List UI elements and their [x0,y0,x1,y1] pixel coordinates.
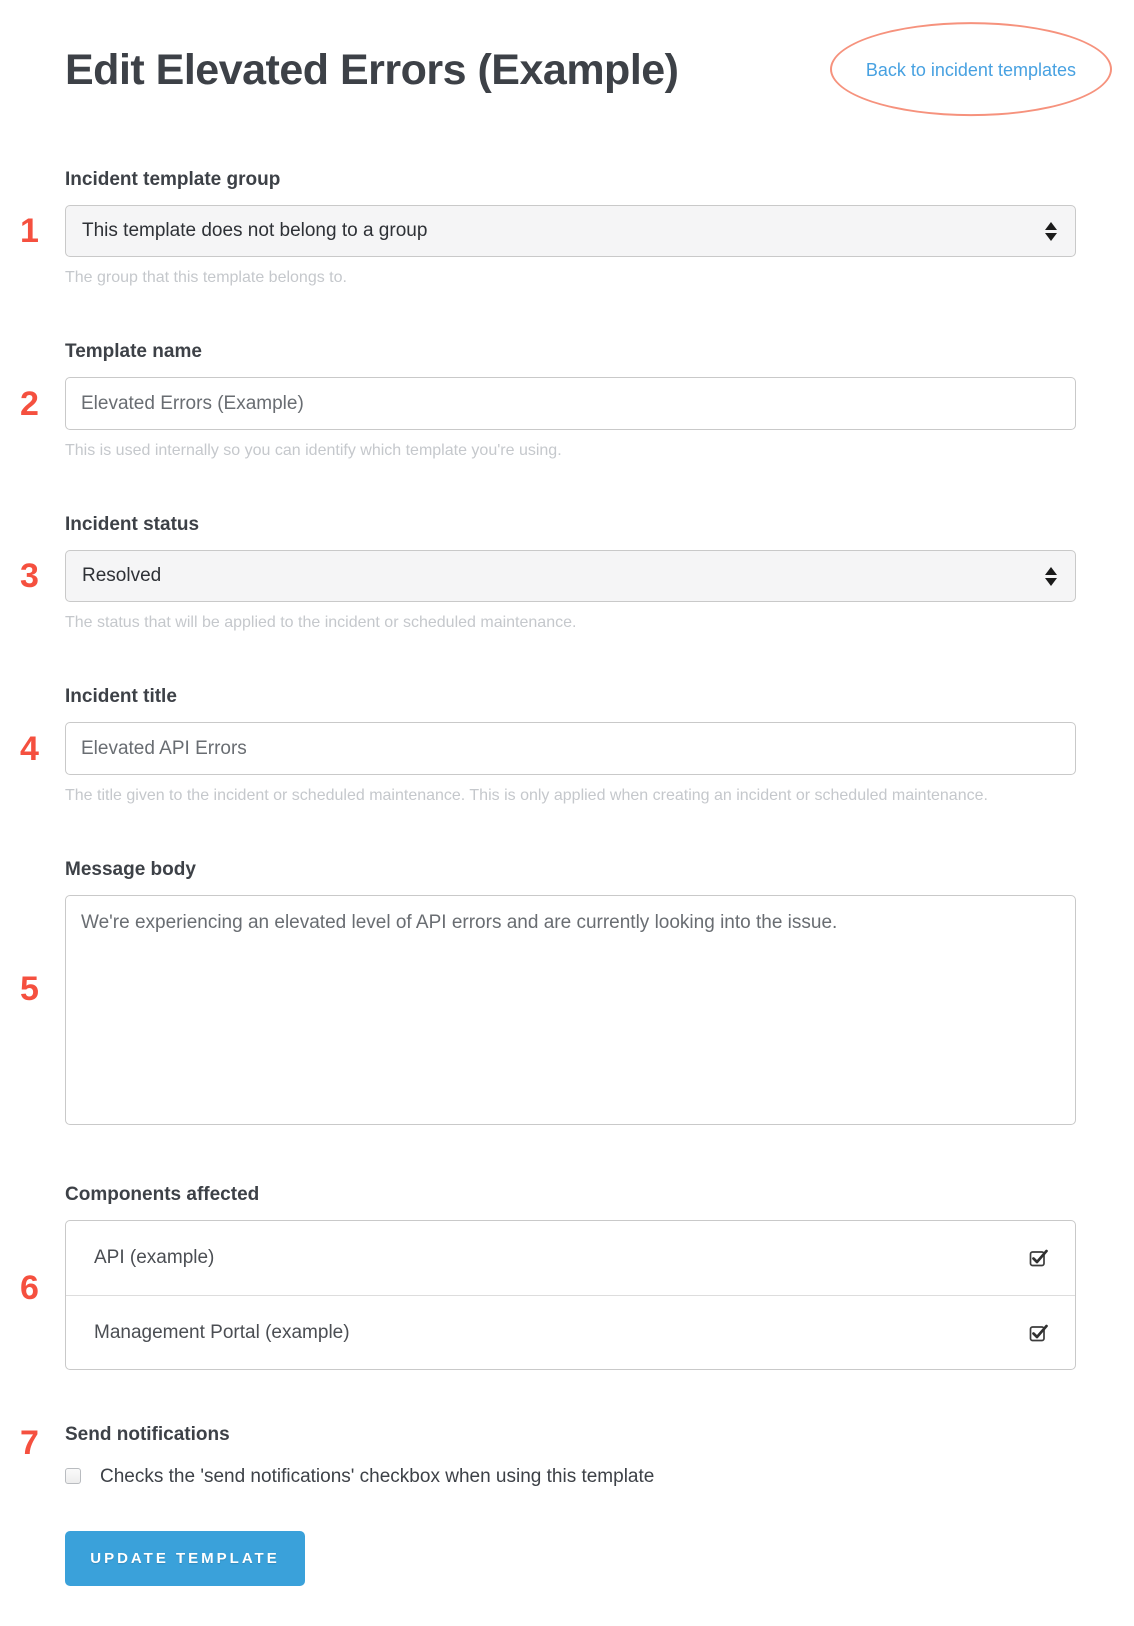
message-body-textarea[interactable] [65,895,1076,1125]
incident-title-label: Incident title [65,686,177,707]
component-row-api[interactable] [66,1221,1075,1295]
annotation-number-3: 3 [20,557,39,595]
annotation-number-7: 7 [20,1424,39,1462]
field-group-message-body [20,859,1076,1130]
template-name-input[interactable] [65,377,1076,430]
component-name: API (example) [94,1247,215,1268]
components-list [65,1220,1076,1370]
checked-checkbox-icon[interactable] [1029,1323,1049,1343]
message-body-label: Message body [65,859,196,880]
incident-status-select[interactable] [65,550,1076,602]
send-notifications-label: Send notifications [65,1424,230,1445]
annotation-number-1: 1 [20,212,39,250]
incident-title-help: The title given to the incident or scheduled maintenance. This is only applied when creating an incident or scheduled maintenance. [65,787,988,804]
incident-title-input[interactable] [65,722,1076,775]
select-arrows-icon [1045,222,1057,241]
annotation-number-2: 2 [20,384,39,423]
incident-template-group-help: The group that this template belongs to. [65,269,347,286]
annotation-number-4: 4 [20,729,39,768]
form-content [20,169,1076,1586]
template-name-help: This is used internally so you can identify which template you're using. [65,442,562,459]
send-notifications-checkbox-label: Checks the 'send notifications' checkbox when using this template [100,1466,655,1487]
field-group-incident-status [20,514,1076,632]
update-template-button[interactable]: UPDATE TEMPLATE [65,1531,305,1586]
incident-status-help: The status that will be applied to the incident or scheduled maintenance. [65,614,577,631]
components-affected-section [20,1184,1076,1370]
incident-template-group-select[interactable] [65,205,1076,257]
incident-status-label: Incident status [65,514,200,535]
back-link-container [866,60,1076,81]
page-title: Edit Elevated Errors (Example) [65,46,679,94]
component-row-management-portal[interactable] [66,1295,1075,1369]
annotation-number-5: 5 [20,970,39,1008]
selected-value: This template does not belong to a group [82,220,428,241]
send-notifications-checkbox-row [65,1466,1076,1488]
field-group-incident-template-group [20,169,1076,287]
incident-template-group-label: Incident template group [65,169,281,190]
field-group-incident-title [20,686,1076,805]
send-notifications-section [20,1424,1076,1488]
selected-value: Resolved [82,565,162,586]
components-affected-label: Components affected [65,1184,260,1205]
select-arrows-icon [1045,567,1057,586]
annotation-number-6: 6 [20,1268,39,1307]
field-group-template-name [20,341,1076,460]
template-name-label: Template name [65,341,202,362]
checked-checkbox-icon[interactable] [1029,1248,1049,1268]
send-notifications-checkbox[interactable] [65,1468,81,1484]
component-name: Management Portal (example) [94,1321,350,1343]
page-header [65,46,1076,95]
back-to-incident-templates-link[interactable]: Back to incident templates [865,60,1076,80]
